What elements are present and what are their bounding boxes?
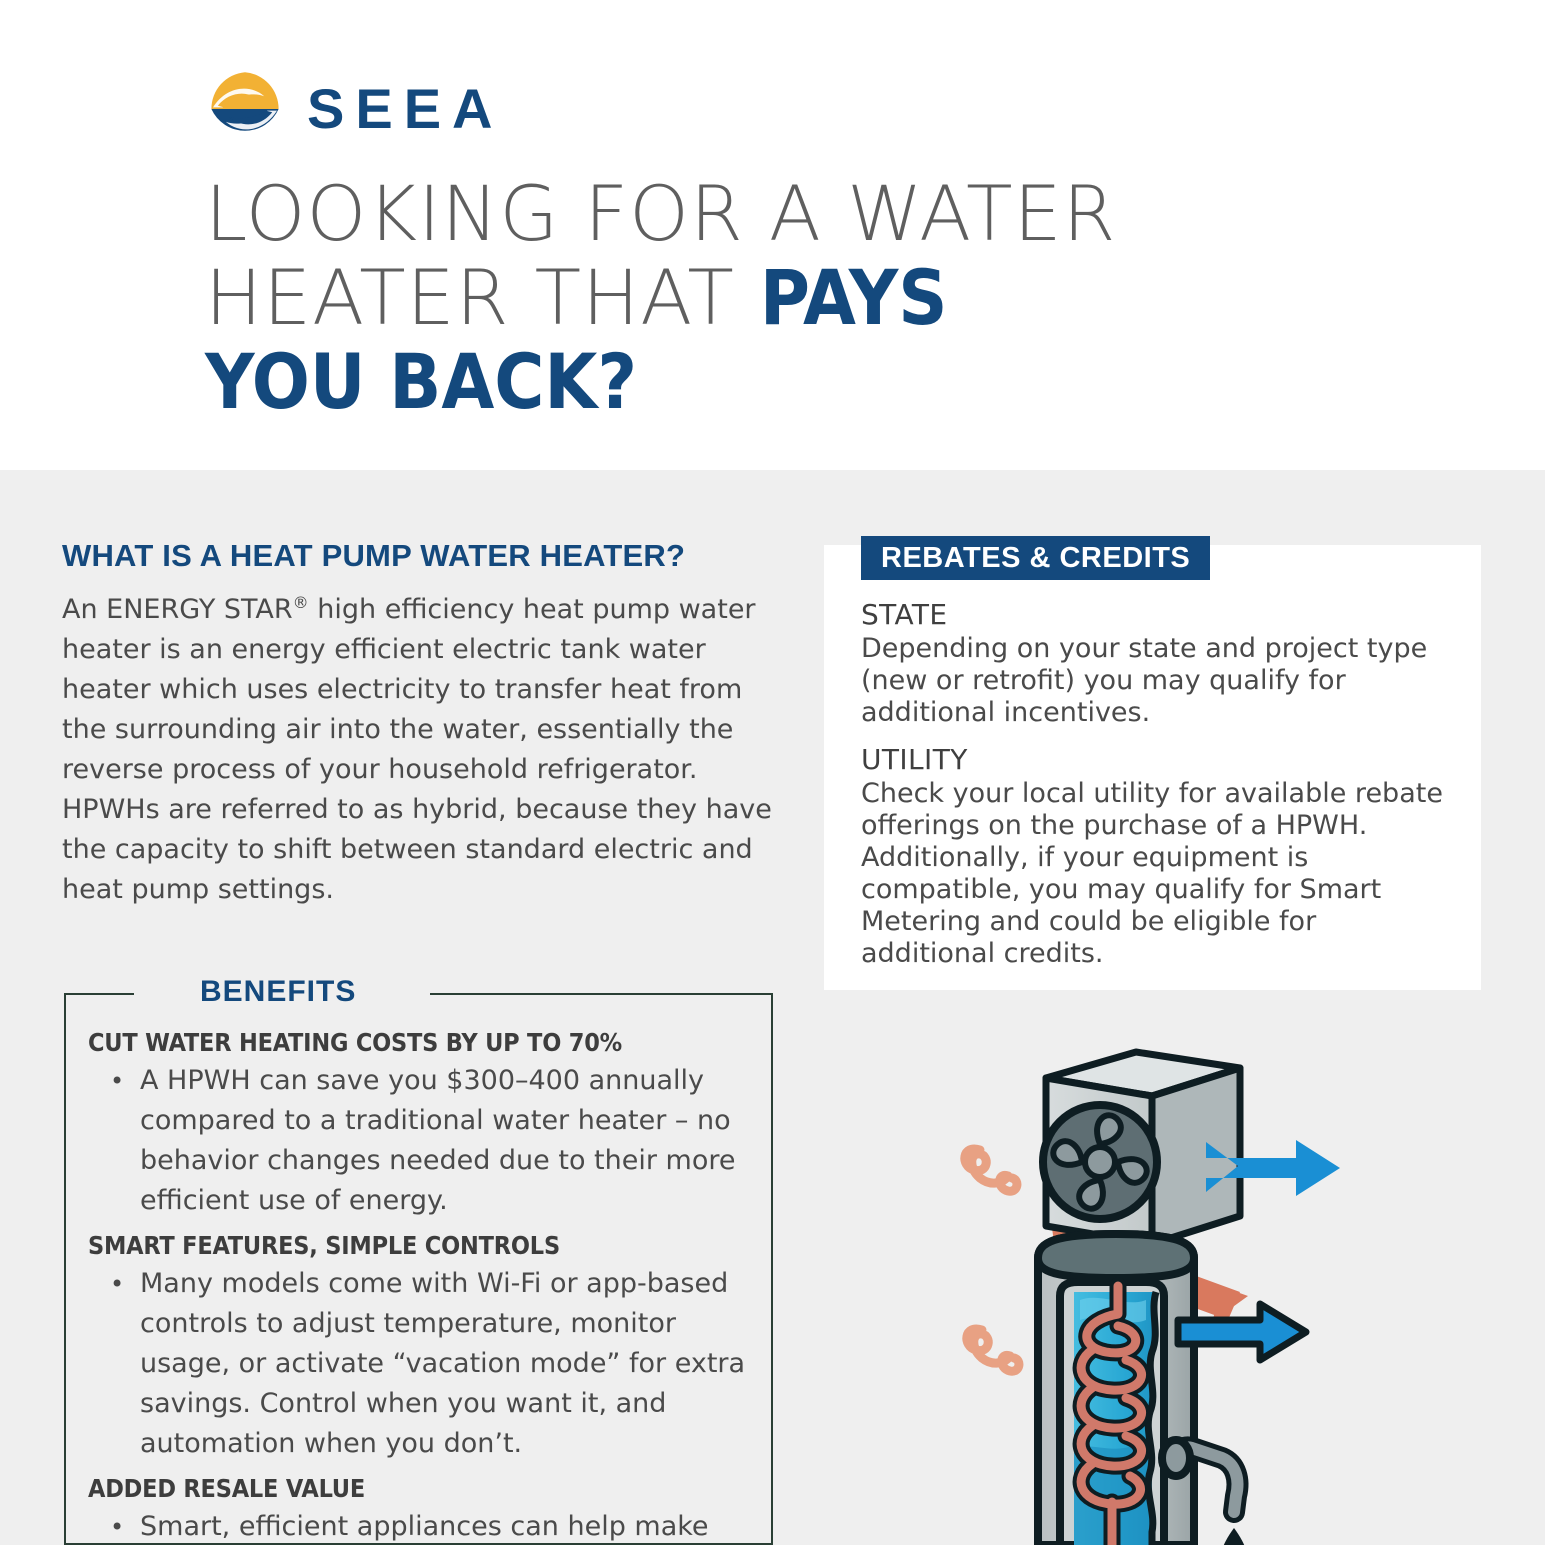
rebate-section-heading: STATE bbox=[861, 598, 948, 631]
benefit-bullet-list bbox=[88, 1061, 758, 1221]
rebates-credits-content bbox=[861, 598, 1451, 970]
rebates-credits-tab: REBATES & CREDITS bbox=[861, 536, 1210, 580]
heat-squiggle-icon bbox=[965, 1149, 1017, 1191]
rebate-section-heading: UTILITY bbox=[861, 743, 968, 776]
what-is-body-part2: high efficiency heat pump water heater is an energy efficient electric tank water heater which uses electricity to transfer heat from the surrounding air into the water, essentially the reverse process of your household refrigerator. HPWHs are referred to as hybrid, because they have the capacity to shift between standard electric and heat pump settings. bbox=[62, 594, 772, 905]
rebate-section-body: Depending on your state and project type (new or retrofit) you may qualify for additional incentives. bbox=[861, 633, 1428, 728]
benefit-heading: SMART FEATURES, SIMPLE CONTROLS bbox=[88, 1231, 560, 1260]
list-item: • Many models come with Wi-Fi or app-based controls to adjust temperature, monitor usage, or activate “vacation mode” for extra savings. Control when you want it, and automation when you don’t. bbox=[88, 1264, 758, 1464]
seea-wordmark: SEEA bbox=[307, 77, 504, 140]
header-band bbox=[0, 0, 1545, 470]
benefits-label: BENEFITS bbox=[200, 975, 357, 1008]
headline-line-2-bold: PAYS bbox=[759, 253, 948, 342]
list-item: • A HPWH can save you $300–400 annually compared to a traditional water heater – no behavior changes needed due to their more efficient use of energy. bbox=[88, 1061, 758, 1221]
page-title bbox=[205, 169, 1325, 426]
list-item: • Smart, efficient appliances can help make bbox=[88, 1507, 758, 1545]
rebate-section-body: Check your local utility for available rebate offerings on the purchase of a HPWH. Additionally, if your equipment is compatible, you may qualify for Smart Metering and could be eligible for additional credits. bbox=[861, 778, 1443, 969]
what-is-hpwh-title: WHAT IS A HEAT PUMP WATER HEATER? bbox=[62, 538, 686, 573]
benefit-heading: ADDED RESALE VALUE bbox=[88, 1474, 366, 1503]
benefits-content bbox=[88, 1028, 758, 1545]
headline-line-2-thin: HEATER THAT bbox=[205, 253, 760, 342]
headline-line-3-bold: YOU BACK? bbox=[205, 337, 638, 426]
what-is-hpwh-body bbox=[62, 583, 774, 910]
benefit-heading: CUT WATER HEATING COSTS BY UP TO 70% bbox=[88, 1028, 622, 1057]
heat-pump-water-heater-diagram bbox=[940, 1020, 1390, 1545]
benefit-bullet-list bbox=[88, 1264, 758, 1464]
seea-wave-circle-logo-icon bbox=[205, 69, 285, 149]
water-droplet-icon bbox=[1222, 1528, 1246, 1545]
registered-trademark-icon: ® bbox=[292, 593, 309, 612]
headline-line-1: LOOKING FOR A WATER bbox=[205, 169, 1117, 258]
heat-squiggle-icon bbox=[967, 1329, 1019, 1371]
seea-logo bbox=[205, 69, 504, 149]
benefit-bullet-list bbox=[88, 1507, 758, 1545]
what-is-body-part1: An ENERGY STAR bbox=[62, 594, 293, 625]
